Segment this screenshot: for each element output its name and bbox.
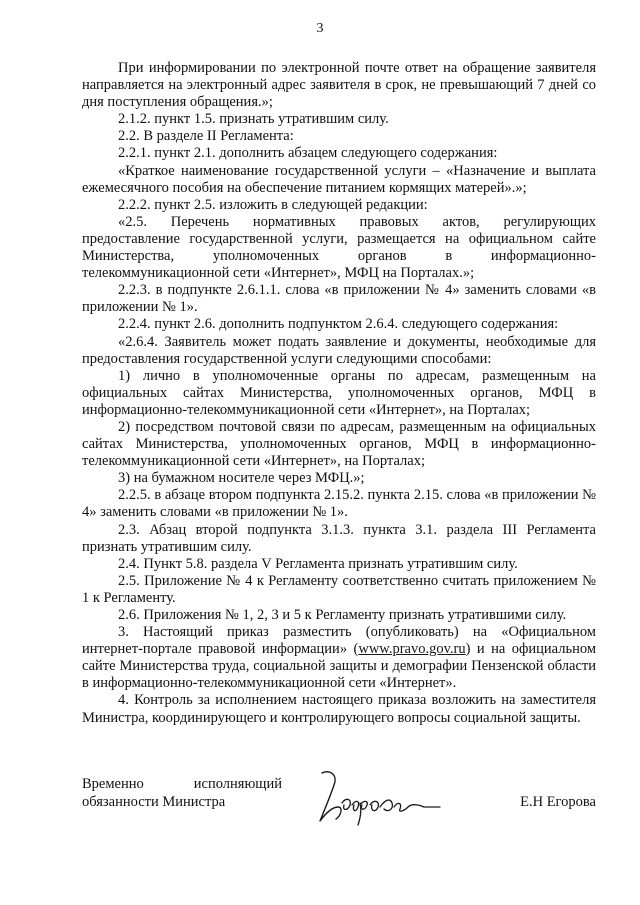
signature-block <box>82 775 596 835</box>
pravo-gov-link[interactable]: www.pravo.gov.ru <box>358 641 466 658</box>
paragraph: При информировании по электронной почте ответ на обращение заявителя направляется на электронный адрес заявителя в срок, не превышающий 7 дней со дня поступления обращения.»; <box>82 60 596 111</box>
document-body <box>82 60 596 727</box>
paragraph: 2.1.2. пункт 1.5. признать утратившим силу. <box>118 111 389 128</box>
signer-title-word: исполняющий <box>193 776 282 792</box>
signer-title-word: Временно <box>82 776 144 792</box>
signer-title-line: обязанности Министра <box>82 794 226 810</box>
paragraph: 2) посредством почтовой связи по адресам, размещенным на официальных сайтах Министерства, уполномоченных органов, МФЦ в информационно-телекоммуникационной сети «Интернет», на Порталах; <box>82 418 596 470</box>
paragraph-text: 3. Настоящий приказ разместить (опубликовать) на «Официальном интернет-портале правовой информации» ( <box>82 624 596 658</box>
signer-title <box>82 775 282 811</box>
handwritten-signature <box>312 767 452 829</box>
paragraph <box>82 624 596 692</box>
paragraph: 2.2.2. пункт 2.5. изложить в следующей редакции: <box>118 196 428 213</box>
paragraph: 2.2.1. пункт 2.1. дополнить абзацем следующего содержания: <box>118 145 498 162</box>
paragraph: 2.4. Пункт 5.8. раздела V Регламента признать утратившим силу. <box>118 555 518 572</box>
paragraph: 2.6. Приложения № 1, 2, 3 и 5 к Регламенту признать утратившими силу. <box>118 607 567 623</box>
paragraph: 3) на бумажном носителе через МФЦ.»; <box>118 470 365 487</box>
page-number: 3 <box>316 21 324 36</box>
paragraph: 2.2.5. в абзаце втором подпункта 2.15.2. пункта 2.15. слова «в приложении № 4» заменить словами «в приложении № 1». <box>82 487 596 521</box>
paragraph: 2.5. Приложение № 4 к Регламенту соответственно считать приложением № 1 к Регламенту. <box>82 572 596 606</box>
paragraph: 4. Контроль за исполнением настоящего приказа возложить на заместителя Министра, координирующего и контролирующего вопросы социальной защиты. <box>82 692 596 726</box>
paragraph-text: ) и на официальном сайте Министерства труда, социальной защиты и демографии Пензенской области в информационно-телекоммуникационной сети «Интернет». <box>82 641 596 692</box>
paragraph: «Краткое наименование государственной услуги – «Назначение и выплата ежемесячного пособия на обеспечение питанием кормящих матерей».»; <box>82 162 596 196</box>
paragraph: «2.5. Перечень нормативных правовых актов, регулирующих предоставление государственной услуги, размещается на официальном сайте Министерства, уполномоченных органов в информационно-телекоммуникационной сети «Интернет», МФЦ на Порталах.»; <box>82 213 596 282</box>
paragraph: «2.6.4. Заявитель может подать заявление и документы, необходимые для предоставления государственной услуги следующими способами: <box>82 333 596 367</box>
paragraph: 1) лично в уполномоченные органы по адресам, размещенным на официальных сайтах Министерства, уполномоченных органов, МФЦ в информационно-телекоммуникационной сети «Интернет», на Порталах; <box>82 367 596 418</box>
paragraph: 2.2.4. пункт 2.6. дополнить подпунктом 2.6.4. следующего содержания: <box>118 316 559 333</box>
signer-name: Е.Н Егорова <box>520 794 596 810</box>
paragraph: 2.3. Абзац второй подпункта 3.1.3. пункта 3.1. раздела III Регламента признать утратившим силу. <box>82 521 596 555</box>
paragraph: 2.2. В разделе II Регламента: <box>118 128 294 145</box>
paragraph: 2.2.3. в подпункте 2.6.1.1. слова «в приложении № 4» заменить словами «в приложении № 1». <box>82 282 596 316</box>
